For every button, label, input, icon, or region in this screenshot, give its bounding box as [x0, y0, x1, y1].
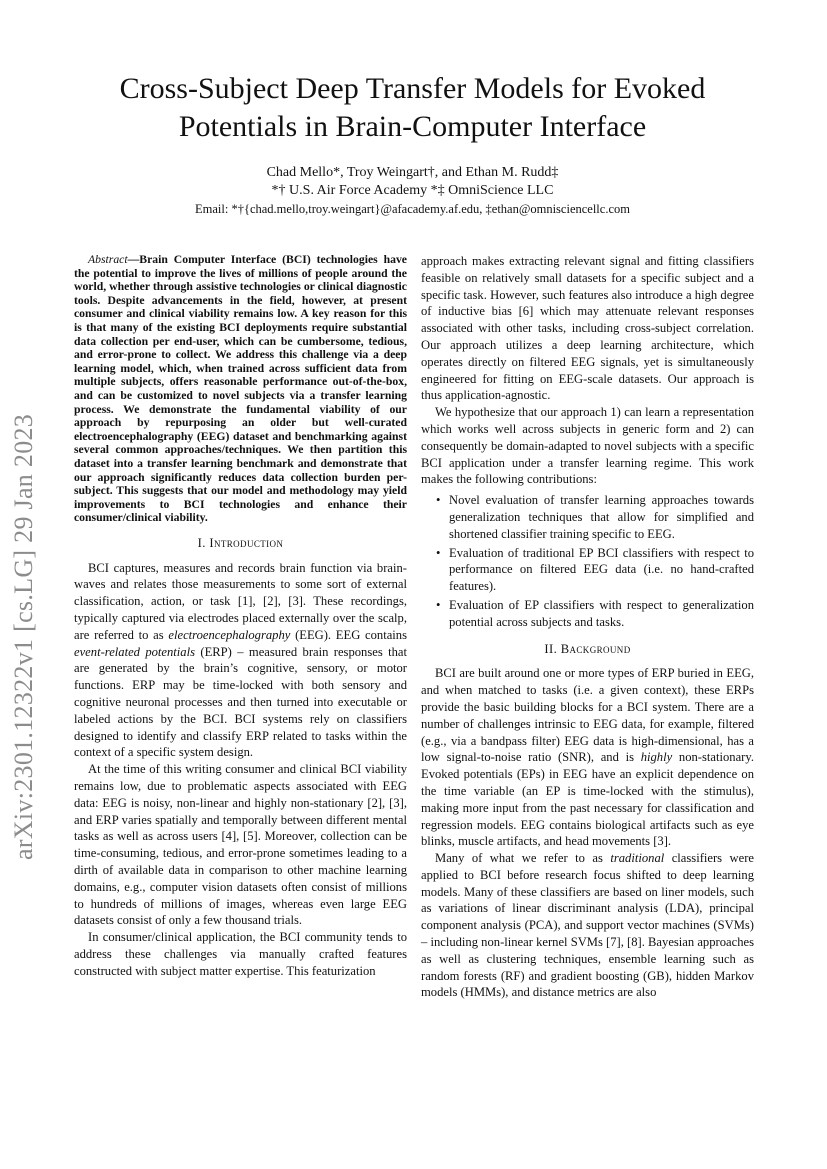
- arxiv-identifier: arXiv:2301.12322v1 [cs.LG] 29 Jan 2023: [9, 413, 38, 860]
- list-item: • Novel evaluation of transfer learning approaches towards generalization techniques that allow for simplified and shortened classifier training specific to EEG.: [449, 492, 754, 542]
- list-item: • Evaluation of traditional EP BCI classifiers with respect to performance on filtered EEG data (i.e. no hand-crafted features).: [449, 545, 754, 595]
- hypothesis-paragraph: We hypothesize that our approach 1) can learn a representation which works well across subjects in generic form and 2) can consequently be domain-adapted to novel subjects with a specific BCI application under a transfer learning regime. This work makes the following contributions:: [421, 405, 754, 487]
- contributions-list: [421, 492, 754, 630]
- affiliations: *† U.S. Air Force Academy *‡ OmniScience LLC: [271, 183, 554, 198]
- intro-paragraph-3: In consumer/clinical application, the BCI community tends to address these challenges via manually crafted features constructed with subject matter expertise. This featurization: [74, 930, 407, 978]
- left-column: [74, 253, 407, 980]
- intro-paragraph-2: At the time of this writing consumer and clinical BCI viability remains low, due to problematic aspects associated with EEG data: EEG is noisy, non-linear and highly non-stationary [2], [3], and ERP varies spatially and temporally between different mental tasks as well as across users [4], [5]. Moreover, collection can be time-consuming, tedious, and error-prone sometimes leading to a dirth of available data in comparison to other machine learning domains, e.g., computer vision datasets often consist of millions to hundreds of millions of images, whereas even large EEG datasets consist of only a few thousand trials.: [74, 762, 407, 928]
- section-heading-introduction: I. Introduction: [197, 535, 284, 550]
- arxiv-side-stamp: [4, 370, 44, 870]
- author-names: Chad Mello*, Troy Weingart†, and Ethan M. Rudd‡: [266, 165, 559, 180]
- right-column: [421, 253, 754, 1001]
- author-emails: Email: *†{chad.mello,troy.weingart}@afacademy.af.edu, ‡ethan@omnisciencellc.com: [195, 202, 630, 216]
- intro-paragraph-1: BCI captures, measures and records brain function via brain-waves and relates those measurements to some sort of external classification, action, or task [1], [2], [3]. These recordings, typically captured via electrodes placed externally over the scalp, are referred to as electroencephalography (EEG). EEG contains event-related potentials (ERP) – measured brain responses that are generated by the brain’s cognitive, sensory, or motor functions. ERP may be time-locked with both sensory and cognitive neuronal processes and then turned into executable or labeled actions by the BCI. BCI systems rely on classifiers designed to identify and classify ERP related to tasks within the context of a specific system design.: [74, 560, 407, 760]
- intro-paragraph-3-continued: approach makes extracting relevant signal and fitting classifiers feasible on relatively small datasets for a specific subject and a specific task. However, such features also introduce a high degree of inductive bias [6] which may attenuate relevant responses associated with other tasks, including cross-subject correlation. Our approach utilizes a deep learning architecture, which operates directly on filtered EEG signals, yet is simultaneously engineered for fitting on EEG-scale datasets. Our approach is thus application-agnostic.: [421, 254, 754, 403]
- abstract-text: —Brain Computer Interface (BCI) technologies have the potential to improve the lives of millions of people around the world, whether through assistive technologies or clinical diagnostic tools. Despite advancements in the field, however, at present consumer and clinical viability remains low. A key reason for this is that many of the existing BCI deployments require substantial data collection per end-user, which can be cumbersome, tedious, and error-prone to collect. We address this challenge via a deep learning model, which, when trained across sufficient data from multiple subjects, offers reasonable performance out-of-the-box, and can be customized to novel subjects via a transfer learning process. We demonstrate the fundamental viability of our approach by repurposing an older but well-curated electroencephalography (EEG) dataset and benchmarking against several common approaches/techniques. We then partition this dataset into a transfer learning benchmark and demonstrate that our approach significantly reduces data collection burden per-subject. This suggests that our model and methodology may yield improvements to BCI technologies and enhance their consumer/clinical viability.: [74, 253, 407, 525]
- author-block: [60, 164, 765, 218]
- section-heading-background: II. Background: [544, 641, 631, 656]
- abstract: [74, 253, 407, 525]
- abstract-label: Abstract: [88, 253, 128, 266]
- title-line-2: Potentials in Brain-Computer Interface: [178, 110, 647, 143]
- title-line-1: Cross-Subject Deep Transfer Models for Evoked: [119, 72, 706, 105]
- background-paragraph-2: Many of what we refer to as traditional classifiers were applied to BCI before research focus shifted to deep learning models. Many of these classifiers are based on liner models, such as variations of linear discriminant analysis (LDA), principal component analysis (PCA), and support vector machines (SVMs) – including non-linear kernel SVMs [7], [8]. Bayesian approaches as well as clustering techniques, ensemble learning such as random forests (RF) and gradient boosting (GB), hidden Markov models (HMMs), and distance metrics are also: [421, 851, 755, 1000]
- list-item: • Evaluation of EP classifiers with respect to generalization potential across subjects and tasks.: [449, 597, 754, 631]
- background-paragraph-1: BCI are built around one or more types of ERP buried in EEG, and when matched to tasks (i.e. a given context), these ERPs provide the basic building blocks for a BCI system. There are a number of challenges intrinsic to EEG data, for example, filtered (e.g., via a bandpass filter) EEG data is high-dimensional, has a low signal-to-noise ratio (SNR), and is highly non-stationary. Evoked potentials (EPs) in EEG have an explicit dependence on the time variable (an EP is time-locked with the stimulus), making more input from the past necessary for classification and regression models. EEG contains biological artifacts such as eye blinks, muscle artifacts, and head movements [3].: [421, 666, 754, 849]
- paper-title: [60, 70, 765, 146]
